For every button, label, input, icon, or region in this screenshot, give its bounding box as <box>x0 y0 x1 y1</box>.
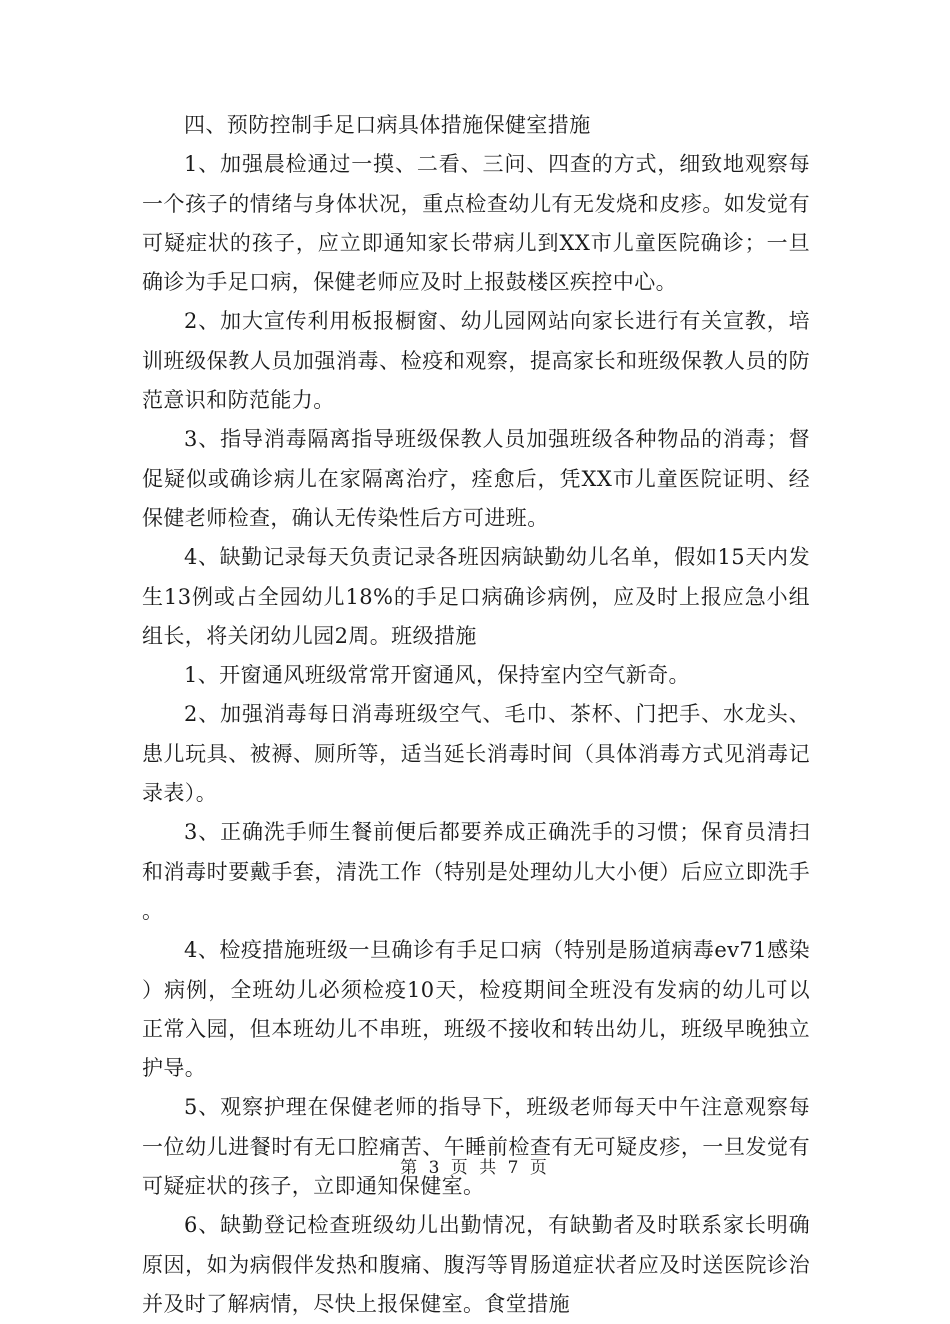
paragraph-6: 2、加强消毒每日消毒班级空气、毛巾、茶杯、门把手、水龙头、患儿玩具、被褥、厕所等，适当延长消毒时间（具体消毒方式见消毒记录表）。 <box>142 702 810 806</box>
page-number-footer: 第 3 页 共 7 页 <box>400 1158 550 1178</box>
paragraph-9: 5、观察护理在保健老师的指导下，班级老师每天中午注意观察每一位幼儿进餐时有无口腔痛苦、午睡前检查有无可疑皮疹，一旦发觉有可疑症状的孩子，立即通知保健室。 <box>142 1095 810 1199</box>
paragraph-8: 4、检疫措施班级一旦确诊有手足口病（特别是肠道病毒ev71感染）病例，全班幼儿必须检疫10天，检疫期间全班没有发病的幼儿可以正常入园，但本班幼儿不串班，班级不接收和转出幼儿，班级早晚独立护导。 <box>142 938 810 1081</box>
paragraph-3: 3、指导消毒隔离指导班级保教人员加强班级各种物品的消毒；督促疑似或确诊病儿在家隔离治疗，痊愈后，凭XX市儿童医院证明、经保健老师检查，确认无传染性后方可进班。 <box>142 427 810 530</box>
paragraph-4: 4、缺勤记录每天负责记录各班因病缺勤幼儿名单，假如15天内发生13例或占全园幼儿18%的手足口病确诊病例，应及时上报应急小组组长，将关闭幼儿园2周。班级措施 <box>142 545 810 648</box>
paragraph-5: 1、开窗通风班级常常开窗通风，保持室内空气新奇。 <box>184 663 690 688</box>
paragraph-1: 1、加强晨检通过一摸、二看、三问、四查的方式，细致地观察每一个孩子的情绪与身体状况，重点检查幼儿有无发烧和皮疹。如发觉有可疑症状的孩子，应立即通知家长带病儿到XX市儿童医院确诊；一旦确诊为手足口病，保健老师应及时上报鼓楼区疾控中心。 <box>142 152 810 295</box>
document-body <box>142 106 810 1324</box>
paragraph-2: 2、加大宣传利用板报橱窗、幼儿园网站向家长进行有关宣教，培训班级保教人员加强消毒、检疫和观察，提高家长和班级保教人员的防范意识和防范能力。 <box>142 309 810 413</box>
paragraph-7: 3、正确洗手师生餐前便后都要养成正确洗手的习惯；保育员清扫和消毒时要戴手套，清洗工作（特别是处理幼儿大小便）后应立即洗手。 <box>142 820 810 923</box>
section-heading: 四、预防控制手足口病具体措施保健室措施 <box>184 113 591 137</box>
paragraph-10: 6、缺勤登记检查班级幼儿出勤情况，有缺勤者及时联系家长明确原因，如为病假伴发热和腹痛、腹泻等胃肠道症状者应及时送医院诊治并及时了解病情，尽快上报保健室。食堂措施 <box>142 1213 810 1316</box>
